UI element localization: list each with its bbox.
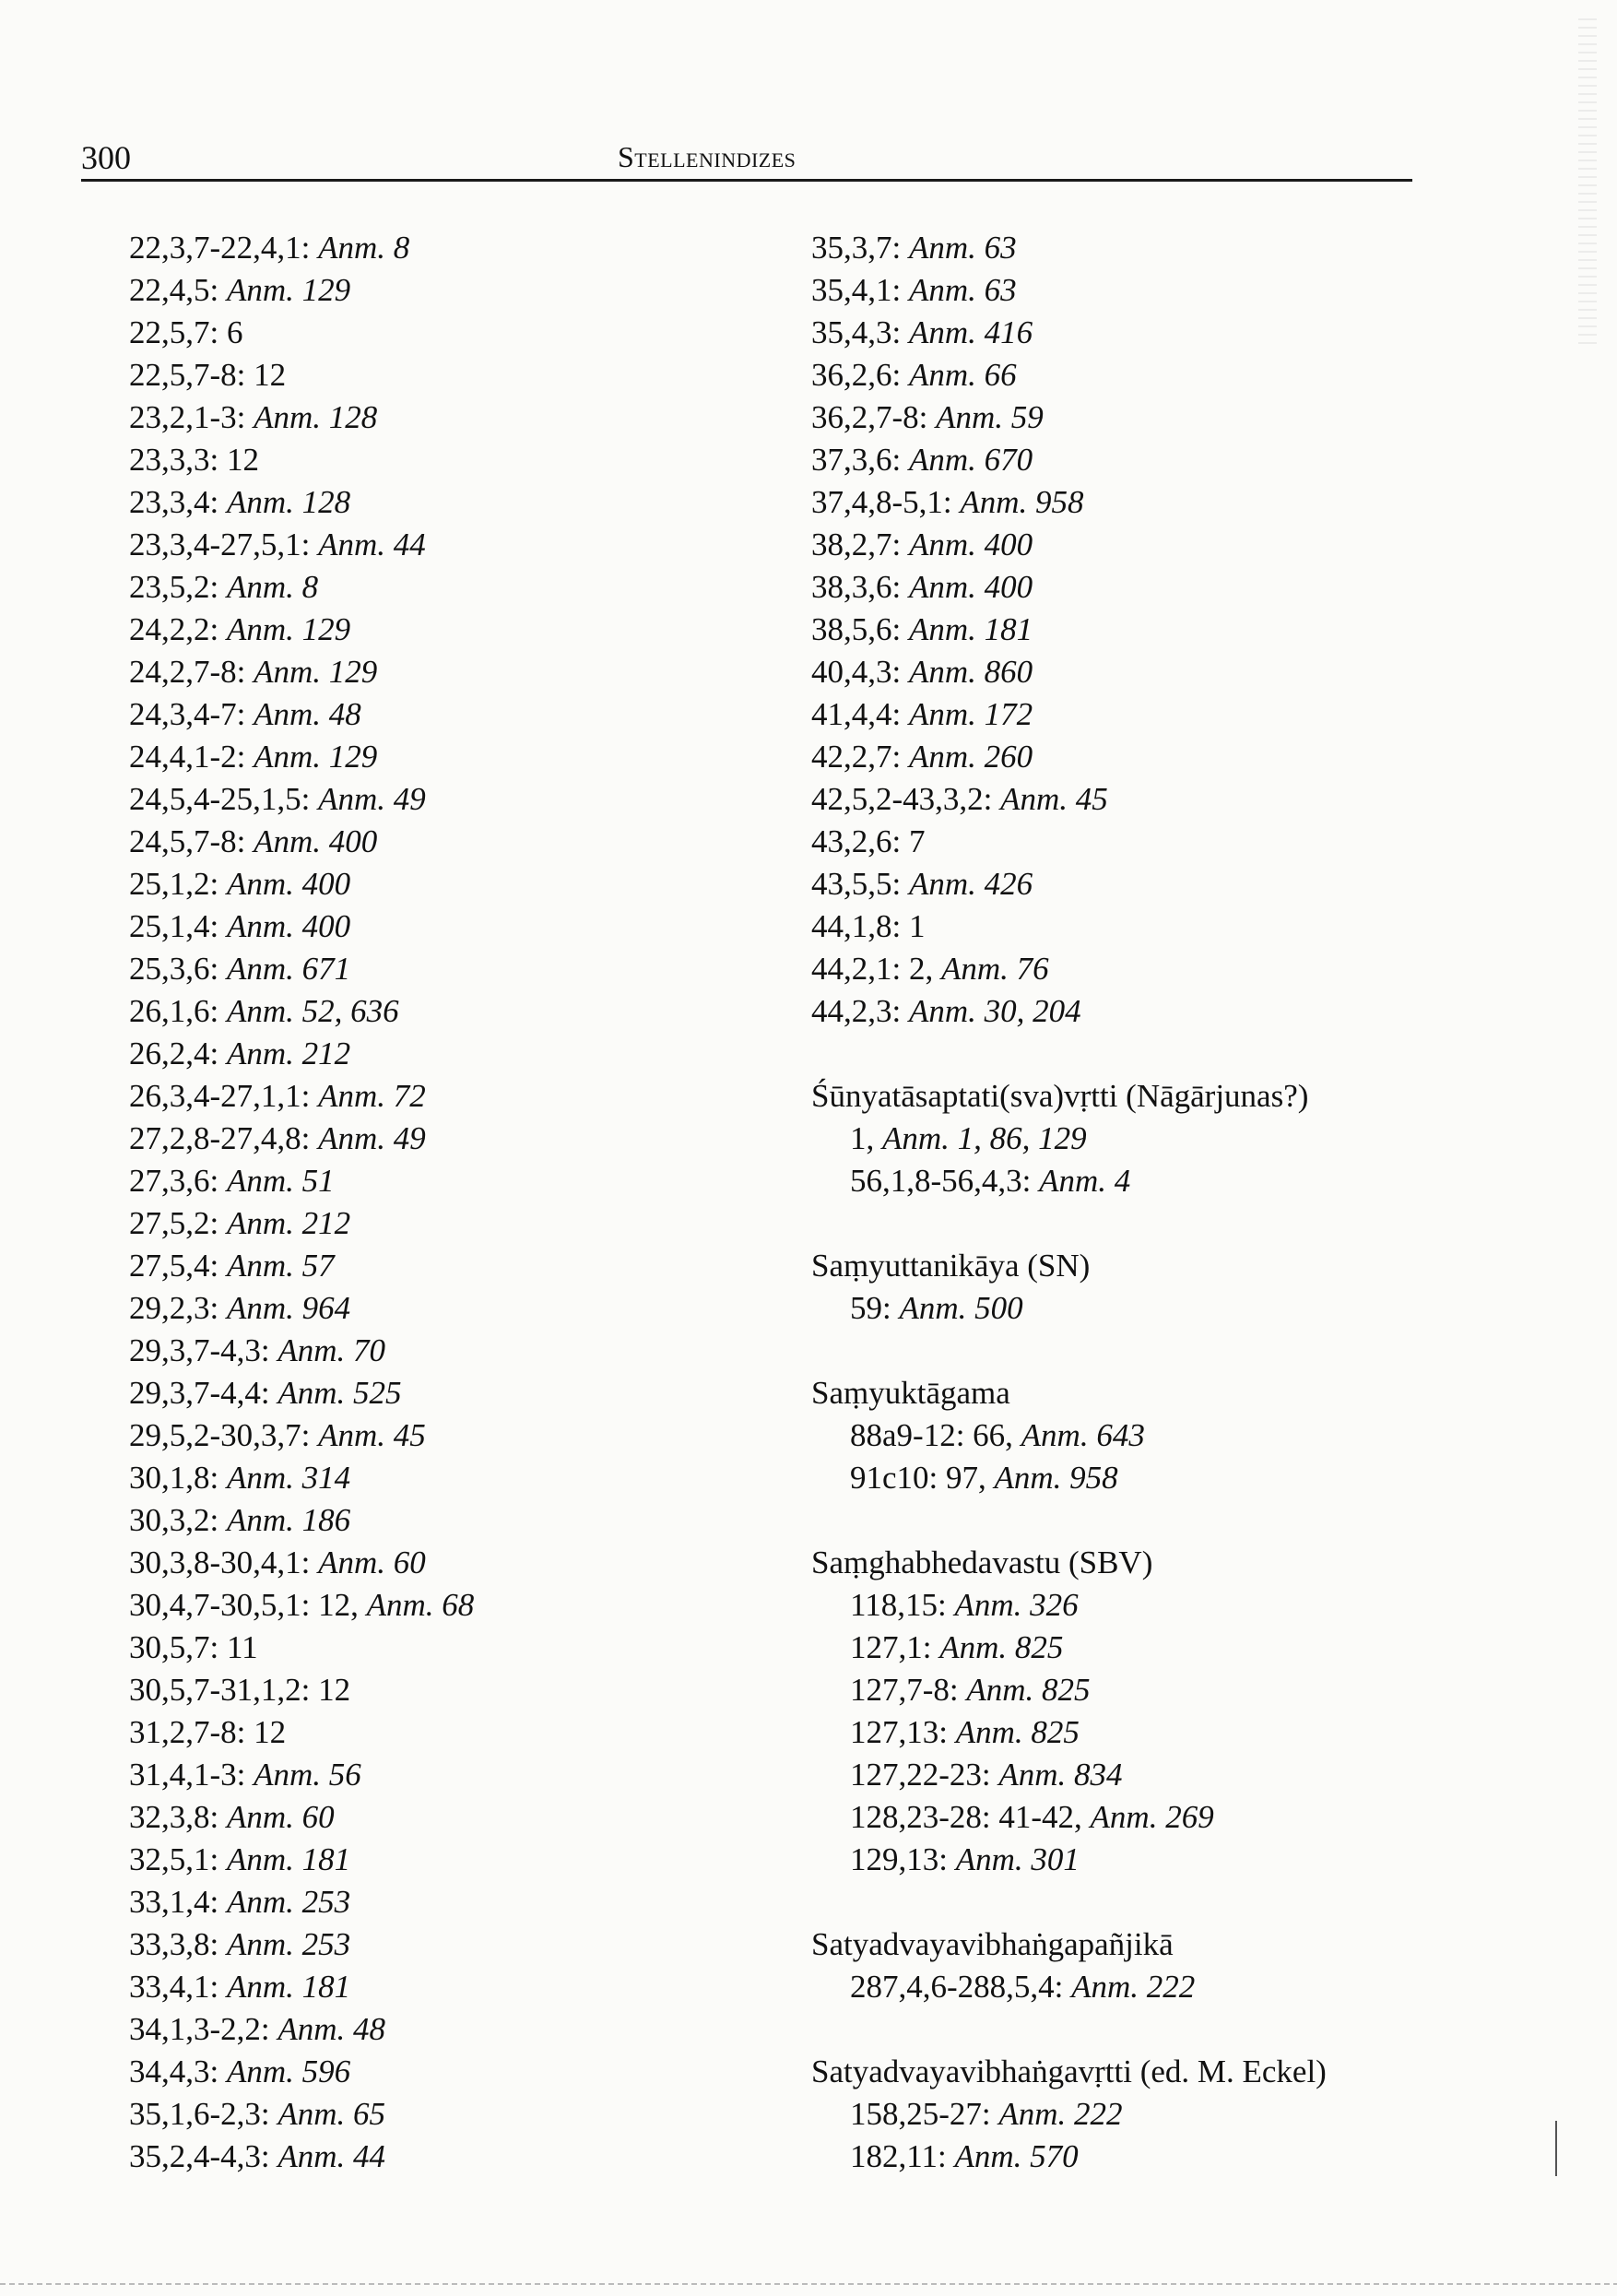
source-title: Saṃyuttanikāya (SN) (811, 1248, 1091, 1284)
entry-note-ref: Anm. 129 (226, 611, 351, 647)
entry-locator: 24,3,4-7: (129, 696, 254, 732)
index-entry (129, 1796, 793, 1839)
index-entry (129, 1627, 793, 1669)
source-group (811, 1372, 1438, 1499)
entry-locator: 44,2,1: 2, (811, 951, 941, 987)
entry-locator: 27,5,2: (129, 1205, 227, 1241)
index-entry (129, 269, 793, 312)
index-entry (129, 905, 793, 948)
index-entry (129, 1118, 793, 1160)
entry-locator: 25,1,4: (129, 908, 227, 944)
entry-note-ref: Anm. 260 (908, 739, 1033, 775)
entry-locator: 26,3,4-27,1,1: (129, 1078, 319, 1114)
index-entry (811, 396, 1438, 439)
entry-note-ref: Anm. 400 (226, 866, 351, 902)
entry-locator: 35,4,3: (811, 314, 909, 350)
index-entry (129, 736, 793, 778)
index-entry (129, 1669, 793, 1711)
entry-note-ref: Anm. 128 (226, 484, 351, 520)
entry-note-ref: Anm. 63 (908, 230, 1017, 266)
index-entry (811, 439, 1438, 481)
index-entry (129, 1839, 793, 1881)
entry-locator: 42,5,2-43,3,2: (811, 781, 1001, 817)
index-entry (129, 1966, 793, 2008)
entry-note-ref: Anm. 958 (960, 484, 1084, 520)
entry-locator: 287,4,6-288,5,4: (850, 1969, 1072, 2005)
entry-locator: 36,2,6: (811, 357, 909, 393)
index-entry (811, 693, 1438, 736)
source-title: Śūnyatāsaptati(sva)vṛtti (Nāgārjunas?) (811, 1078, 1309, 1114)
entry-note-ref: Anm. 60 (318, 1544, 426, 1580)
index-entry (129, 566, 793, 609)
entry-locator: 27,5,4: (129, 1248, 227, 1284)
entry-note-ref: Anm. 834 (998, 1757, 1123, 1793)
index-entry (811, 736, 1438, 778)
index-entry (129, 2093, 793, 2136)
source-entry (811, 1414, 1438, 1457)
scan-specks (1578, 18, 1597, 350)
index-entry (129, 524, 793, 566)
entry-note-ref: Anm. 129 (254, 739, 378, 775)
entry-locator: 35,1,6-2,3: (129, 2096, 278, 2132)
source-entry (811, 1711, 1438, 1754)
entry-locator: 22,5,7-8: 12 (129, 357, 287, 393)
entry-note-ref: Anm. 825 (966, 1672, 1091, 1708)
left-column (129, 227, 793, 2178)
index-entry (129, 990, 793, 1033)
entry-locator: 24,2,2: (129, 611, 227, 647)
index-entry (129, 481, 793, 524)
entry-locator: 25,3,6: (129, 951, 227, 987)
entry-locator: 27,2,8-27,4,8: (129, 1120, 319, 1156)
entry-locator: 38,3,6: (811, 569, 909, 605)
source-entry (811, 1287, 1438, 1330)
entry-note-ref: Anm. 825 (955, 1714, 1080, 1750)
entry-note-ref: Anm. 52, 636 (226, 993, 399, 1029)
entry-locator: 59: (850, 1290, 900, 1326)
source-entry (811, 1839, 1438, 1881)
entry-note-ref: Anm. 45 (1000, 781, 1108, 817)
entry-note-ref: Anm. 670 (908, 442, 1033, 478)
entry-note-ref: Anm. 48 (277, 2011, 386, 2047)
entry-note-ref: Anm. 269 (1090, 1799, 1214, 1835)
source-entry (811, 1118, 1438, 1160)
entry-note-ref: Anm. 30, 204 (908, 993, 1081, 1029)
index-entry (129, 778, 793, 821)
source-group (811, 1923, 1438, 2008)
entry-locator: 33,1,4: (129, 1884, 227, 1920)
index-entry (129, 863, 793, 905)
source-entry (811, 1627, 1438, 1669)
entry-note-ref: Anm. 181 (908, 611, 1033, 647)
entry-note-ref: Anm. 59 (936, 399, 1044, 435)
entry-note-ref: Anm. 301 (955, 1841, 1080, 1877)
index-entry (811, 481, 1438, 524)
index-entry (129, 821, 793, 863)
entry-locator: 22,5,7: 6 (129, 314, 243, 350)
index-entry (811, 821, 1438, 863)
entry-note-ref: Anm. 1, 86, 129 (882, 1120, 1087, 1156)
entry-locator: 29,3,7-4,3: (129, 1332, 278, 1368)
entry-locator: 26,2,4: (129, 1036, 227, 1071)
index-entry (129, 2136, 793, 2178)
entry-locator: 23,3,3: 12 (129, 442, 259, 478)
entry-note-ref: Anm. 66 (908, 357, 1017, 393)
entry-locator: 35,2,4-4,3: (129, 2138, 278, 2174)
entry-note-ref: Anm. 825 (939, 1629, 1064, 1665)
index-entry (129, 1245, 793, 1287)
entry-note-ref: Anm. 400 (908, 527, 1033, 562)
entry-locator: 31,2,7-8: 12 (129, 1714, 287, 1750)
source-entry (811, 1457, 1438, 1499)
index-entry (811, 948, 1438, 990)
index-entry (129, 1754, 793, 1796)
entry-locator: 25,1,2: (129, 866, 227, 902)
entry-note-ref: Anm. 57 (226, 1248, 335, 1284)
entry-locator: 26,1,6: (129, 993, 227, 1029)
index-entry (129, 651, 793, 693)
source-title: Saṃghabhedavastu (SBV) (811, 1544, 1153, 1580)
entry-note-ref: Anm. 68 (366, 1587, 475, 1623)
scan-bottom-edge (0, 2283, 1617, 2285)
entry-locator: 32,5,1: (129, 1841, 227, 1877)
entry-locator: 30,3,8-30,4,1: (129, 1544, 319, 1580)
index-entry (129, 948, 793, 990)
source-entry (811, 2136, 1438, 2178)
entry-note-ref: Anm. 860 (908, 654, 1033, 690)
right-column (811, 227, 1438, 2178)
source-entry (811, 1754, 1438, 1796)
entry-note-ref: Anm. 45 (318, 1417, 426, 1453)
entry-locator: 34,4,3: (129, 2053, 227, 2089)
index-entry (811, 524, 1438, 566)
index-entry (811, 905, 1438, 948)
entry-note-ref: Anm. 128 (254, 399, 378, 435)
entry-locator: 127,1: (850, 1629, 940, 1665)
source-group (811, 1542, 1438, 1881)
entry-note-ref: Anm. 4 (1039, 1163, 1131, 1199)
index-entry (811, 566, 1438, 609)
running-head: Stellenindizes (618, 140, 797, 173)
entry-locator: 24,5,4-25,1,5: (129, 781, 319, 817)
entry-note-ref: Anm. 671 (226, 951, 351, 987)
entry-note-ref: Anm. 525 (277, 1375, 402, 1411)
entry-note-ref: Anm. 643 (1021, 1417, 1145, 1453)
entry-locator: 42,2,7: (811, 739, 909, 775)
index-entry (129, 227, 793, 269)
index-entry (129, 1372, 793, 1414)
entry-locator: 29,2,3: (129, 1290, 227, 1326)
source-title: Saṃyuktāgama (811, 1375, 1010, 1411)
entry-note-ref: Anm. 253 (226, 1926, 351, 1962)
index-entry (811, 269, 1438, 312)
entry-locator: 37,3,6: (811, 442, 909, 478)
index-entry (129, 1202, 793, 1245)
entry-locator: 29,5,2-30,3,7: (129, 1417, 319, 1453)
entry-locator: 38,2,7: (811, 527, 909, 562)
entry-note-ref: Anm. 181 (226, 1969, 351, 2005)
source-title: Satyadvayavibhaṅgapañjikā (811, 1926, 1174, 1962)
entry-note-ref: Anm. 51 (226, 1163, 335, 1199)
entry-locator: 37,4,8-5,1: (811, 484, 961, 520)
entry-locator: 22,3,7-22,4,1: (129, 230, 319, 266)
entry-note-ref: Anm. 222 (998, 2096, 1123, 2132)
entry-locator: 35,4,1: (811, 272, 909, 308)
entry-locator: 88a9-12: 66, (850, 1417, 1021, 1453)
entry-locator: 56,1,8-56,4,3: (850, 1163, 1040, 1199)
entry-locator: 27,3,6: (129, 1163, 227, 1199)
source-group (811, 1245, 1438, 1330)
entry-note-ref: Anm. 212 (226, 1205, 351, 1241)
entry-note-ref: Anm. 72 (318, 1078, 426, 1114)
entry-locator: 30,5,7: 11 (129, 1629, 258, 1665)
entry-locator: 127,13: (850, 1714, 956, 1750)
continued-entries (811, 227, 1438, 1033)
index-entry (129, 1287, 793, 1330)
entry-locator: 30,3,2: (129, 1502, 227, 1538)
index-entry (129, 1542, 793, 1584)
entry-locator: 23,3,4: (129, 484, 227, 520)
entry-note-ref: Anm. 56 (254, 1757, 361, 1793)
index-entry (129, 312, 793, 354)
entry-note-ref: Anm. 49 (318, 781, 426, 817)
index-entry (129, 1499, 793, 1542)
entry-locator: 32,3,8: (129, 1799, 227, 1835)
entry-locator: 118,15: (850, 1587, 955, 1623)
index-entry (811, 354, 1438, 396)
entry-locator: 30,4,7-30,5,1: 12, (129, 1587, 367, 1623)
entry-note-ref: Anm. 129 (226, 272, 351, 308)
entry-note-ref: Anm. 400 (254, 823, 378, 859)
index-entry (129, 1330, 793, 1372)
entry-locator: 43,5,5: (811, 866, 909, 902)
entry-note-ref: Anm. 44 (318, 527, 426, 562)
entry-note-ref: Anm. 8 (226, 569, 319, 605)
index-entry (129, 1457, 793, 1499)
source-entry (811, 1966, 1438, 2008)
index-entry (129, 1584, 793, 1627)
entry-locator: 24,2,7-8: (129, 654, 254, 690)
entry-locator: 29,3,7-4,4: (129, 1375, 278, 1411)
entry-locator: 34,1,3-2,2: (129, 2011, 278, 2047)
index-entry (129, 2008, 793, 2051)
source-entry (811, 1584, 1438, 1627)
entry-locator: 128,23-28: 41-42, (850, 1799, 1091, 1835)
entry-note-ref: Anm. 76 (940, 951, 1049, 987)
index-entry (811, 863, 1438, 905)
index-entry (129, 693, 793, 736)
index-entry (811, 990, 1438, 1033)
entry-note-ref: Anm. 181 (226, 1841, 351, 1877)
entry-note-ref: Anm. 212 (226, 1036, 351, 1071)
index-entry (129, 439, 793, 481)
entry-note-ref: Anm. 426 (908, 866, 1033, 902)
entry-locator: 30,5,7-31,1,2: 12 (129, 1672, 351, 1708)
entry-locator: 35,3,7: (811, 230, 909, 266)
index-entry (811, 609, 1438, 651)
entry-locator: 44,2,3: (811, 993, 909, 1029)
source-entry (811, 1796, 1438, 1839)
index-entry (811, 651, 1438, 693)
entry-note-ref: Anm. 958 (994, 1460, 1118, 1496)
entry-locator: 40,4,3: (811, 654, 909, 690)
entry-locator: 24,5,7-8: (129, 823, 254, 859)
entry-locator: 31,4,1-3: (129, 1757, 254, 1793)
entry-note-ref: Anm. 8 (318, 230, 410, 266)
entry-locator: 23,2,1-3: (129, 399, 254, 435)
entry-locator: 33,3,8: (129, 1926, 227, 1962)
entry-locator: 91c10: 97, (850, 1460, 995, 1496)
index-entry (811, 312, 1438, 354)
entry-note-ref: Anm. 596 (226, 2053, 351, 2089)
entry-note-ref: Anm. 63 (908, 272, 1017, 308)
entry-locator: 41,4,4: (811, 696, 909, 732)
index-entry (811, 227, 1438, 269)
index-entry (129, 396, 793, 439)
entry-note-ref: Anm. 570 (954, 2138, 1079, 2174)
source-entry (811, 1669, 1438, 1711)
entry-note-ref: Anm. 70 (277, 1332, 386, 1368)
entry-note-ref: Anm. 186 (226, 1502, 351, 1538)
entry-locator: 23,5,2: (129, 569, 227, 605)
entry-note-ref: Anm. 326 (954, 1587, 1079, 1623)
index-entry (129, 1711, 793, 1754)
entry-note-ref: Anm. 964 (226, 1290, 351, 1326)
entry-locator: 44,1,8: 1 (811, 908, 926, 944)
entry-locator: 24,4,1-2: (129, 739, 254, 775)
entry-note-ref: Anm. 48 (254, 696, 361, 732)
source-group (811, 1075, 1438, 1202)
entry-note-ref: Anm. 44 (277, 2138, 386, 2174)
index-entry (811, 778, 1438, 821)
entry-locator: 30,1,8: (129, 1460, 227, 1496)
entry-locator: 1, (850, 1120, 882, 1156)
entry-locator: 158,25-27: (850, 2096, 999, 2132)
index-entry (129, 1075, 793, 1118)
entry-note-ref: Anm. 172 (908, 696, 1033, 732)
entry-note-ref: Anm. 49 (318, 1120, 426, 1156)
source-title: Satyadvayavibhaṅgavṛtti (ed. M. Eckel) (811, 2053, 1327, 2089)
entry-note-ref: Anm. 400 (226, 908, 351, 944)
entry-note-ref: Anm. 416 (908, 314, 1033, 350)
entry-locator: 22,4,5: (129, 272, 227, 308)
source-group (811, 2051, 1438, 2178)
entry-locator: 38,5,6: (811, 611, 909, 647)
entry-note-ref: Anm. 65 (277, 2096, 386, 2132)
sources-list (811, 1075, 1438, 2178)
entry-locator: 129,13: (850, 1841, 956, 1877)
source-entry (811, 1160, 1438, 1202)
entry-note-ref: Anm. 500 (899, 1290, 1023, 1326)
page-number: 300 (81, 139, 131, 176)
source-entry (811, 2093, 1438, 2136)
index-entry (129, 1033, 793, 1075)
entry-note-ref: Anm. 222 (1071, 1969, 1196, 2005)
entry-note-ref: Anm. 60 (226, 1799, 335, 1835)
entry-note-ref: Anm. 314 (226, 1460, 351, 1496)
entry-locator: 127,22-23: (850, 1757, 999, 1793)
entry-note-ref: Anm. 129 (254, 654, 378, 690)
entry-locator: 182,11: (850, 2138, 955, 2174)
index-entry (129, 2051, 793, 2093)
entry-note-ref: Anm. 253 (226, 1884, 351, 1920)
index-entry (129, 1923, 793, 1966)
entry-locator: 43,2,6: 7 (811, 823, 926, 859)
entry-locator: 33,4,1: (129, 1969, 227, 2005)
header-rule (81, 179, 1412, 182)
entry-locator: 127,7-8: (850, 1672, 967, 1708)
entry-note-ref: Anm. 400 (908, 569, 1033, 605)
index-entry (129, 609, 793, 651)
index-entry (129, 1881, 793, 1923)
scan-edge-mark (1555, 2121, 1557, 2176)
index-entry (129, 354, 793, 396)
index-entry (129, 1160, 793, 1202)
entry-locator: 23,3,4-27,5,1: (129, 527, 319, 562)
index-entry (129, 1414, 793, 1457)
entry-locator: 36,2,7-8: (811, 399, 937, 435)
